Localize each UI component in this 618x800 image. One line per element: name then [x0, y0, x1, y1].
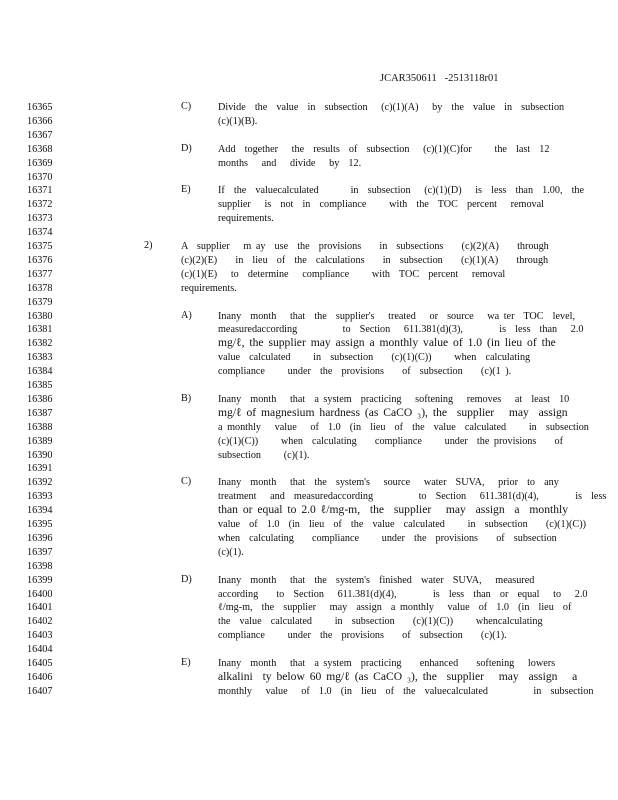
- item-text-line: If the valuecalculated in subsection (c)(1)(D) is less than 1.00, the: [218, 185, 585, 197]
- item-text-line: measuredaccording to Section 611.381(d)(3), is less than 2.0: [218, 324, 584, 336]
- item-text-line: Add together the results of subsection (c)(1)(C)for the last 12: [218, 143, 550, 155]
- line-number: 16385: [27, 380, 53, 391]
- line-number: 16393: [27, 491, 53, 503]
- line-number: 16397: [27, 546, 53, 558]
- line-number: 16407: [27, 685, 53, 697]
- line-number: 16389: [27, 435, 53, 447]
- item-text-line: months and divide by 12.: [218, 157, 362, 169]
- line-number: 16372: [27, 199, 53, 211]
- item-text-line: alkalini ty below 60 mg/ℓ (as CaCO ₃), the supplier may assign a: [218, 669, 578, 683]
- line-number: 16365: [27, 102, 53, 113]
- item-text-line: value calculated in subsection (c)(1)(C)) when calculating: [218, 352, 531, 364]
- item-text-line: A supplier m ay use the provisions in subsections (c)(2)(A) through: [181, 241, 549, 252]
- line-number: 16376: [27, 254, 53, 266]
- item-label-c2: C): [181, 476, 192, 488]
- line-number: 16395: [27, 519, 53, 530]
- line-number: 16370: [27, 171, 53, 183]
- line-number: 16403: [27, 630, 53, 642]
- line-number: 16366: [27, 115, 53, 127]
- item-text-line: Inany month that a system practicing enhanced softening lowers: [218, 658, 556, 669]
- line-number: 16392: [27, 477, 53, 489]
- item-text-line: Inany month that the supplier's treated or source wa ter TOC level,: [218, 310, 576, 322]
- header-doc-id: JCAR350611: [380, 73, 437, 84]
- line-number: 16406: [27, 671, 53, 683]
- item-label-c: C): [181, 101, 192, 112]
- item-text-line: than or equal to 2.0 ℓ/mg-m, the supplier may assign a monthly: [218, 503, 569, 517]
- line-number: 16381: [27, 324, 53, 336]
- page-header: [380, 73, 499, 84]
- line-number: 16374: [27, 227, 53, 239]
- item-text-line: monthly value of 1.0 (in lieu of the valuecalculated in subsection: [218, 685, 594, 697]
- item-text-line: according to Section 611.381(d)(4), is less than or equal to 2.0: [218, 588, 588, 600]
- item-label-p2: 2): [144, 240, 153, 251]
- item-text-line: Divide the value in subsection (c)(1)(A) by the value in subsection: [218, 102, 565, 113]
- line-number: 16400: [27, 588, 53, 600]
- item-label-d: D): [181, 142, 192, 154]
- line-number: 16384: [27, 366, 53, 378]
- line-number: 16402: [27, 616, 53, 628]
- item-text-line: requirements.: [181, 282, 237, 294]
- line-number: 16394: [27, 505, 53, 517]
- line-number: 16391: [27, 463, 53, 475]
- line-number: 16396: [27, 532, 53, 544]
- item-text-line: (c)(2)(E) in lieu of the calculations in subsection (c)(1)(A) through: [181, 254, 549, 266]
- line-number: 16380: [27, 310, 53, 322]
- line-number: 16404: [27, 644, 53, 656]
- item-text-line: value of 1.0 (in lieu of the value calculated in subsection (c)(1)(C)): [218, 519, 587, 530]
- item-text-line: compliance under the provisions of subsection (c)(1 ).: [218, 366, 512, 378]
- item-text-line: the value calculated in subsection (c)(1)(C)) whencalculating: [218, 616, 543, 628]
- item-text-line: (c)(1)(E) to determine compliance with TOC percent removal: [181, 268, 506, 280]
- item-label-e: E): [181, 184, 191, 196]
- line-number: 16401: [27, 602, 53, 614]
- item-text-line: when calculating compliance under the provisions of subsection: [218, 532, 557, 544]
- line-number: 16388: [27, 421, 53, 433]
- item-text-line: treatment and measuredaccording to Section 611.381(d)(4), is less: [218, 491, 607, 503]
- item-text-line: subsection (c)(1).: [218, 449, 310, 461]
- item-label-a2: A): [181, 309, 192, 321]
- item-label-d2: D): [181, 573, 192, 585]
- line-number: 16398: [27, 560, 53, 572]
- line-number: 16405: [27, 658, 53, 669]
- item-text-line: ℓ/mg-m, the supplier may assign a monthly value of 1.0 (in lieu of: [218, 602, 572, 614]
- item-text-line: supplier is not in compliance with the TOC percent removal: [218, 199, 545, 211]
- item-text-line: (c)(1).: [218, 546, 244, 558]
- line-number: 16399: [27, 574, 53, 586]
- line-number: 16369: [27, 157, 53, 169]
- header-doc-number: -2513118r01: [444, 73, 499, 84]
- line-number: 16387: [27, 407, 53, 419]
- line-number: 16378: [27, 282, 53, 294]
- item-text-line: a monthly value of 1.0 (in lieu of the value calculated in subsection: [218, 421, 589, 433]
- line-number: 16386: [27, 393, 53, 405]
- item-label-e2: E): [181, 657, 191, 668]
- line-number: 16379: [27, 296, 53, 308]
- line-number: 16377: [27, 268, 53, 280]
- line-number: 16383: [27, 352, 53, 364]
- line-number: 16373: [27, 213, 53, 225]
- line-number: 16390: [27, 449, 53, 461]
- line-number: 16371: [27, 185, 53, 197]
- item-text-line: Inany month that the system's source water SUVA, prior to any: [218, 477, 559, 489]
- line-number: 16368: [27, 143, 53, 155]
- item-text-line: mg/ℓ, the supplier may assign a monthly value of 1.0 (in lieu of the: [218, 336, 556, 350]
- item-text-line: Inany month that a system practicing softening removes at least 10: [218, 393, 570, 405]
- item-label-b2: B): [181, 392, 192, 404]
- line-number: 16382: [27, 338, 53, 350]
- item-text-line: (c)(1)(B).: [218, 115, 258, 127]
- item-text-line: (c)(1)(C)) when calculating compliance under the provisions of: [218, 435, 564, 447]
- item-text-line: Inany month that the system's finished water SUVA, measured: [218, 574, 535, 586]
- item-text-line: compliance under the provisions of subsection (c)(1).: [218, 630, 507, 642]
- item-text-line: mg/ℓ of magnesium hardness (as CaCO ₃), the supplier may assign: [218, 405, 568, 419]
- item-text-line: requirements.: [218, 213, 274, 225]
- line-number: 16375: [27, 241, 53, 252]
- line-number: 16367: [27, 129, 53, 141]
